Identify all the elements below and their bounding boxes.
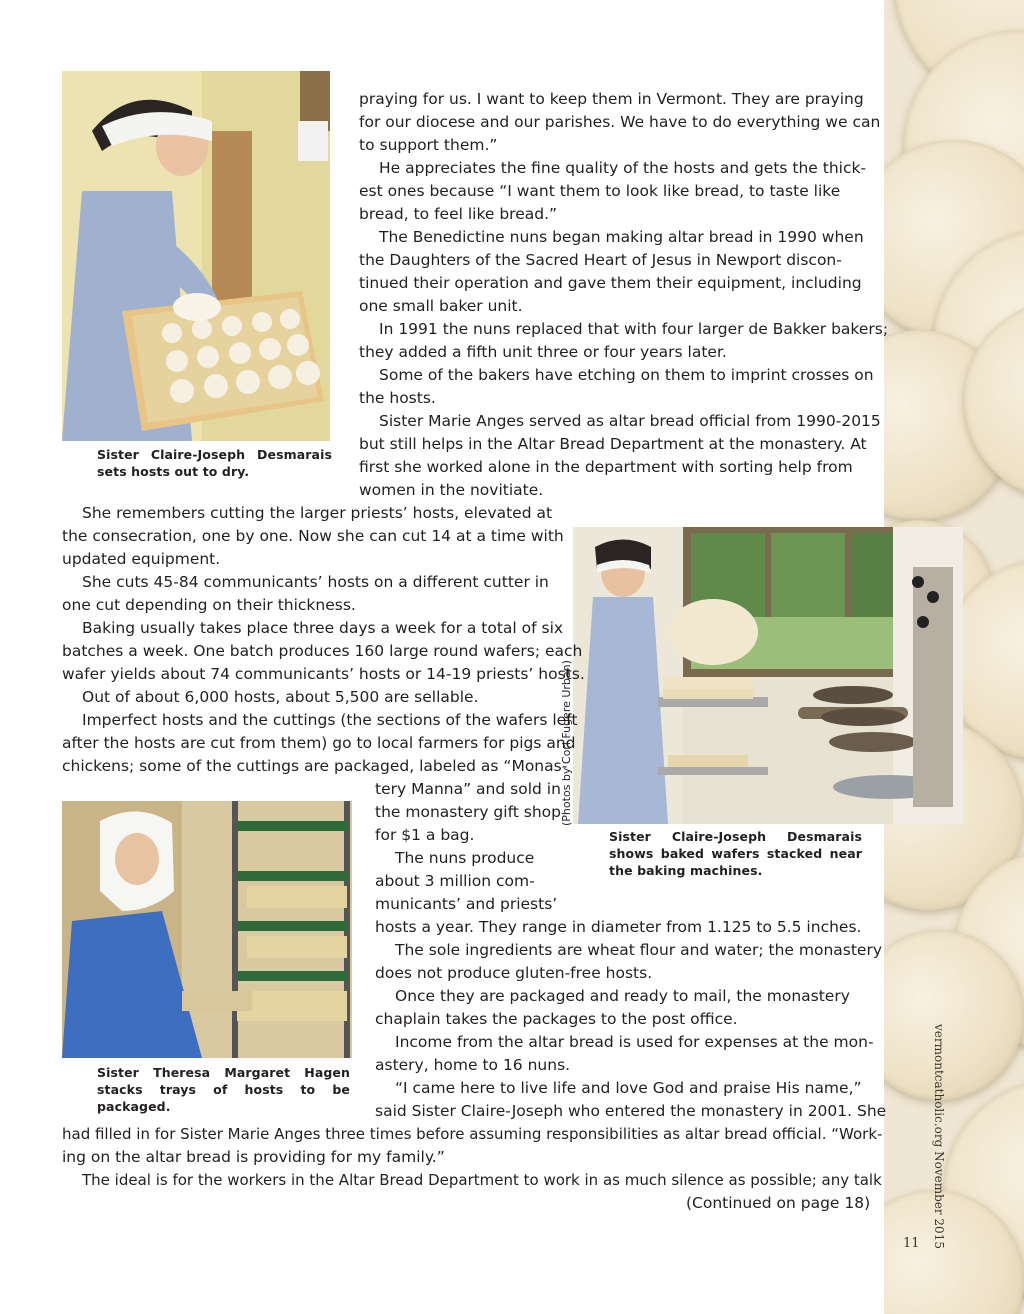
text-line: batches a week. One batch produces 160 large round wafers; each [62, 642, 583, 660]
text-line: after the hosts are cut from them) go to local farmers for pigs and [62, 734, 576, 752]
text-line: the consecration, one by one. Now she can cut 14 at a time with [62, 527, 564, 545]
text-line: bread, to feel like bread.” [359, 205, 558, 223]
text-line: about 3 million com- [375, 872, 535, 890]
text-line: chickens; some of the cuttings are packaged, labeled as “Monas- [62, 757, 568, 775]
text-line: Out of about 6,000 hosts, about 5,500 are sellable. [82, 688, 479, 706]
page-number: 11 [903, 1236, 920, 1251]
text-line: Some of the bakers have etching on them to imprint crosses on [379, 366, 874, 384]
text-line: Income from the altar bread is used for expenses at the mon- [395, 1033, 874, 1051]
text-line: She remembers cutting the larger priests’ hosts, elevated at [82, 504, 553, 522]
publication-footer: vermontcatholic.org November 2015 [932, 1024, 946, 1249]
text-line: The ideal is for the workers in the Altar Bread Department to work in as much silence as possible; any talk [82, 1171, 882, 1189]
text-line: astery, home to 16 nuns. [375, 1056, 571, 1074]
photo-credit: (Photos by Cori Fugere Urban) [560, 660, 573, 826]
text-line: Imperfect hosts and the cuttings (the sections of the wafers left [82, 711, 578, 729]
text-line: wafer yields about 74 communicants’ hosts or 14-19 priests’ hosts. [62, 665, 585, 683]
caption-photo-1: Sister Claire-Joseph Desmarais sets hosts out to dry. [97, 447, 332, 479]
text-line: had filled in for Sister Marie Anges three times before assuming responsibilities as altar bread official. “Work- [62, 1125, 883, 1143]
continued-note: (Continued on page 18) [686, 1194, 871, 1212]
text-line: but still helps in the Altar Bread Department at the monastery. At [359, 435, 867, 453]
text-line: The Benedictine nuns began making altar bread in 1990 when [379, 228, 864, 246]
text-line: In 1991 the nuns replaced that with four larger de Bakker bakers; [379, 320, 889, 338]
text-line: hosts a year. They range in diameter from 1.125 to 5.5 inches. [375, 918, 862, 936]
text-line: He appreciates the fine quality of the hosts and gets the thick- [379, 159, 867, 177]
text-line: Sister Marie Anges served as altar bread official from 1990-2015 [379, 412, 881, 430]
text-line: The nuns produce [395, 849, 535, 867]
photo-nun-setting-hosts [62, 71, 330, 441]
text-line: they added a fifth unit three or four years later. [359, 343, 727, 361]
text-line: the monastery gift shop [375, 803, 561, 821]
caption-photo-3: Sister Theresa Margaret Hagen stacks trays of hosts to be packaged. [97, 1065, 350, 1114]
text-line: the hosts. [359, 389, 436, 407]
text-line: ing on the altar bread is providing for my family.” [62, 1148, 445, 1166]
text-line: Baking usually takes place three days a week for a total of six [82, 619, 564, 637]
text-line: one cut depending on their thickness. [62, 596, 356, 614]
text-line: first she worked alone in the department with sorting help from [359, 458, 853, 476]
text-line: for $1 a bag. [375, 826, 475, 844]
text-line: chaplain takes the packages to the post office. [375, 1010, 738, 1028]
photo-nun-stacking-trays [62, 801, 352, 1058]
text-line: said Sister Claire-Joseph who entered the monastery in 2001. She [375, 1102, 887, 1120]
text-line: municants’ and priests’ [375, 895, 558, 913]
text-line: She cuts 45-84 communicants’ hosts on a different cutter in [82, 573, 549, 591]
text-line: for our diocese and our parishes. We have to do everything we can [359, 113, 881, 131]
text-line: the Daughters of the Sacred Heart of Jesus in Newport discon- [359, 251, 842, 269]
text-line: to support them.” [359, 136, 498, 154]
text-line: The sole ingredients are wheat flour and water; the monastery [395, 941, 883, 959]
photo-nun-baked-wafers [573, 527, 963, 824]
text-line: “I came here to live life and love God and praise His name,” [395, 1079, 862, 1097]
caption-photo-2: Sister Claire-Joseph Desmarais shows baked wafers stacked near the baking machines. [609, 829, 862, 878]
text-line: tinued their operation and gave them their equipment, including [359, 274, 862, 292]
text-line: est ones because “I want them to look like bread, to taste like [359, 182, 841, 200]
text-line: updated equipment. [62, 550, 221, 568]
text-line: praying for us. I want to keep them in Vermont. They are praying [359, 90, 864, 108]
text-line: tery Manna” and sold in [375, 780, 561, 798]
text-line: one small baker unit. [359, 297, 523, 315]
text-line: women in the novitiate. [359, 481, 544, 499]
text-line: Once they are packaged and ready to mail, the monastery [395, 987, 850, 1005]
text-line: does not produce gluten-free hosts. [375, 964, 653, 982]
